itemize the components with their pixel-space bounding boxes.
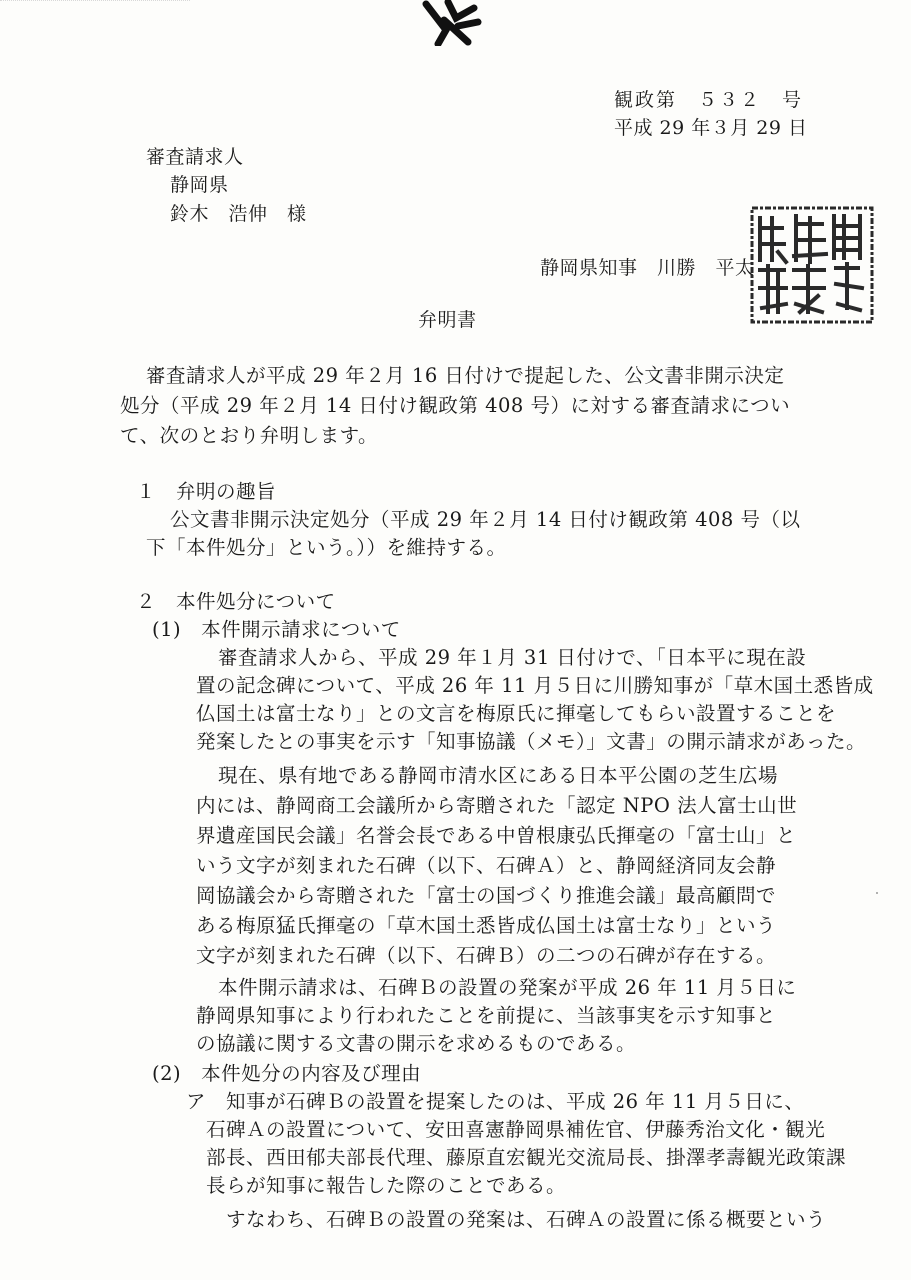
intro-line-2: 処分（平成 29 年２月 14 日付け観政第 408 号）に対する審査請求につい [120,394,791,417]
intro-line-3: て、次のとおり弁明します。 [120,424,379,447]
body-line-6: 内には、静岡商工会議所から寄贈された「認定 NPO 法人富士山世 [196,794,798,817]
redacted-address [0,0,190,11]
body-line-16: 石碑Ａの設置について、安田喜憲静岡県補佐官、伊藤秀治文化・観光 [206,1118,826,1141]
body-line-5: 現在、県有地である静岡市清水区にある日本平公園の芝生広場 [218,764,779,787]
body-line-7: 界遺産国民会議」名誉会長である中曽根康弘氏揮毫の「富士山」と [196,824,797,847]
subsection-1-heading: (1) 本件開示請求について [152,618,401,641]
body-line-2: 置の記念碑について、平成 26 年 11 月５日に川勝知事が「草木国土悉皆成 [196,674,874,697]
sender-name: 静岡県知事 川勝 平太 [540,257,755,279]
stamp-fragment [418,0,482,46]
body-line-10: ある梅原猛氏揮毫の「草木国土悉皆成仏国土は富士なり」という [196,914,777,937]
body-line-3: 仏国土は富士なり」との文言を梅原氏に揮毫してもらい設置することを [196,702,837,725]
section-2-heading: ２ 本件処分について [136,590,336,613]
body-line-18: 長らが知事に報告した際のことである。 [206,1174,567,1197]
body-line-4: 発案したとの事実を示す「知事協議（メモ）」文書」の開示請求があった。 [196,730,867,753]
section-1-line-2: 下「本件処分」という。））を維持する。 [146,536,507,559]
intro-line-1: 審査請求人が平成 29 年２月 16 日付けで提起した、公文書非開示決定 [146,364,785,387]
subsection-2-heading: (2) 本件処分の内容及び理由 [152,1062,422,1085]
body-line-13: 静岡県知事により行われたことを前提に、当該事実を示す知事と [196,1004,777,1027]
body-line-8: いう文字が刻まれた石碑（以下、石碑Ａ）と、静岡経済同友会静 [196,854,777,877]
section-1-line-1: 公文書非開示決定処分（平成 29 年２月 14 日付け観政第 408 号（以 [170,508,801,531]
body-line-12: 本件開示請求は、石碑Ｂの設置の発案が平成 26 年 11 月５日に [218,976,797,999]
section-1-heading: １ 弁明の趣旨 [136,480,277,503]
body-line-11: 文字が刻まれた石碑（以下、石碑Ｂ）の二つの石碑が存在する。 [196,944,777,967]
document-title: 弁明書 [418,309,477,331]
official-seal [748,204,876,326]
addressee-name: 鈴木 浩伸 様 [170,203,307,225]
scan-speck [876,892,878,894]
body-line-19: すなわち、石碑Ｂの設置の発案は、石碑Ａの設置に係る概要という [226,1208,827,1231]
document-date: 平成 29 年３月 29 日 [614,117,808,139]
document-number: 観政第 ５３２ 号 [614,89,804,111]
body-line-9: 岡協議会から寄贈された「富士の国づくり推進会議」最高顧問で [196,884,777,907]
addressee-prefecture: 静岡県 [170,174,229,196]
body-line-1: 審査請求人から、平成 29 年１月 31 日付けで、「日本平に現在設 [218,646,807,669]
body-line-17: 部長、西田郁夫部長代理、藤原直宏観光交流局長、掛澤孝壽観光政策課 [206,1146,847,1169]
body-line-15: ア 知事が石碑Ｂの設置を提案したのは、平成 26 年 11 月５日に、 [186,1090,805,1113]
body-line-14: の協議に関する文書の開示を求めるものである。 [196,1032,637,1055]
addressee-label: 審査請求人 [146,146,244,168]
